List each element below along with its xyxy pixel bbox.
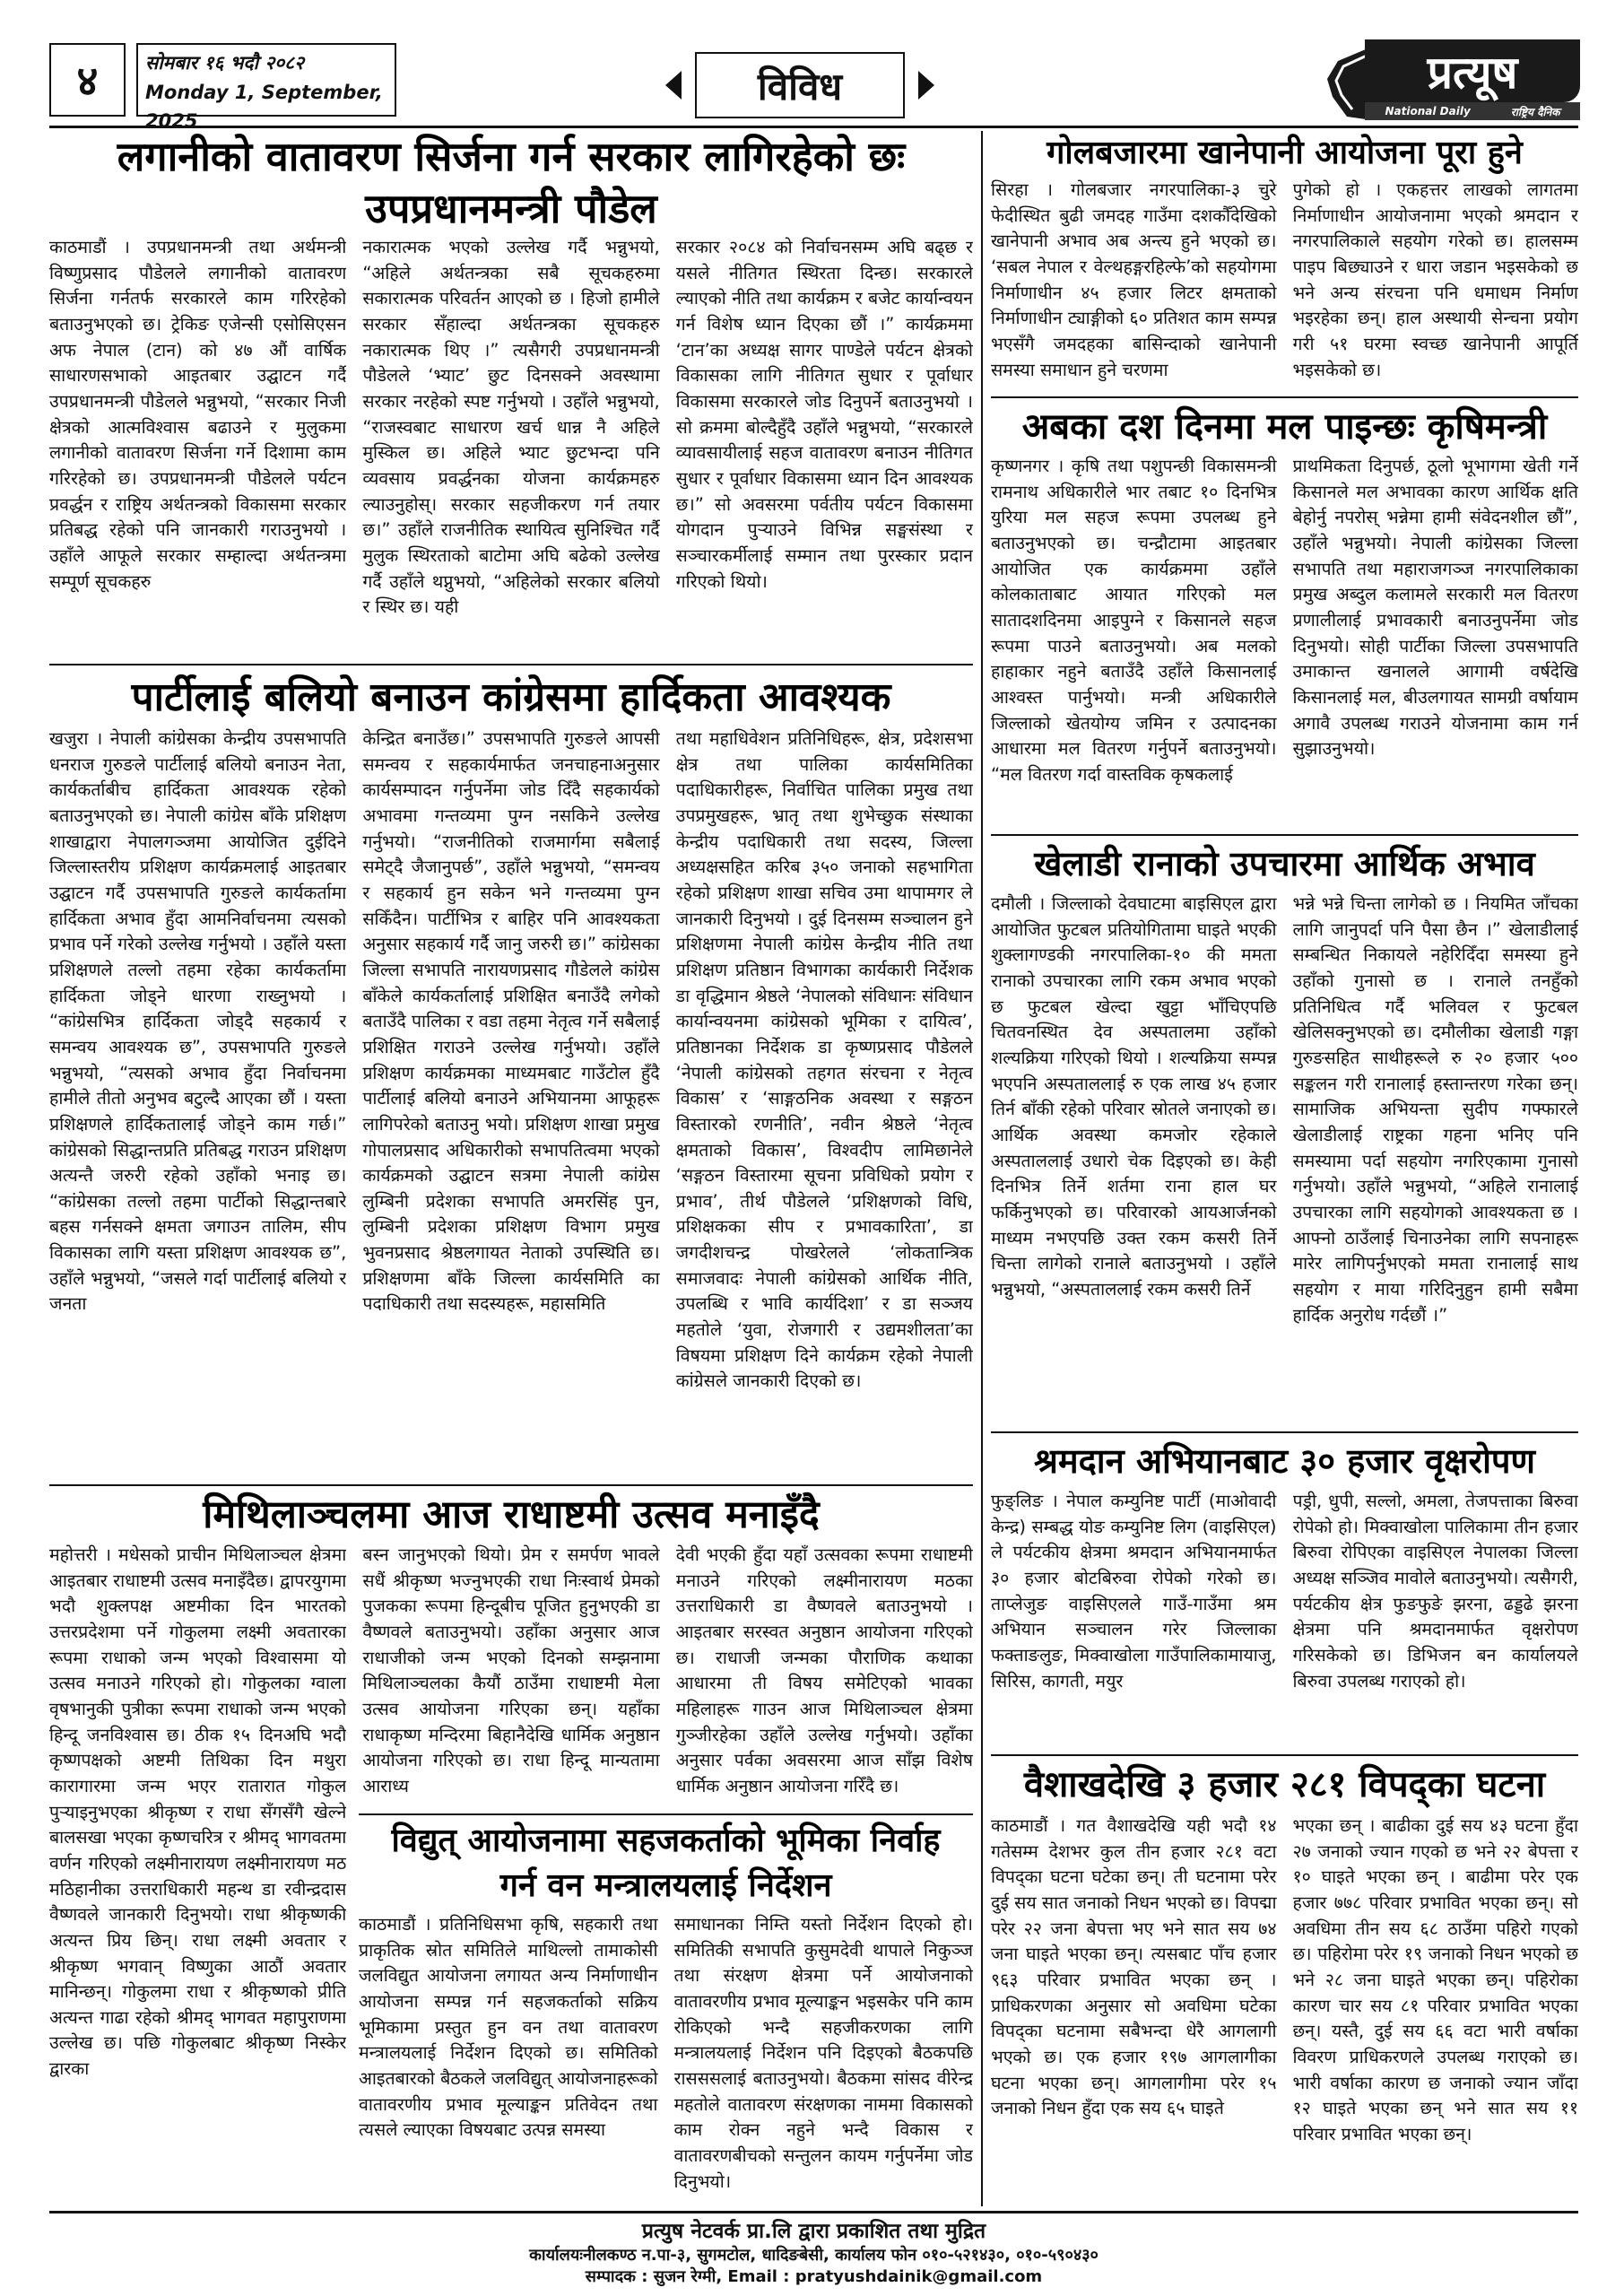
divider [991, 396, 1578, 398]
article-2-col-3: तथा महाधिवेशन प्रतिनिधिहरू, क्षेत्र, प्रदेशसभा क्षेत्र तथा पालिका कार्यसमितिका पदाधिकारीहरू, निर्वाचित पालिका प्रमुख तथा उपप्रमुखहरू, भ्रातृ तथा शुभेच्छुक संस्थाका केन्द्रीय पदाधिकारी तथा सदस्य, जिल्ला अध्यक्षसहित करिब ३५० जनाको सहभागिता रहेको प्रशिक्षण शाखा सचिव उमा थापामगर ले जानकारी दिनुभयो । दुई दिनसम्म सञ्चालन हुने प्रशिक्षणमा नेपाली कांग्रेस केन्द्रीय नीति तथा प्रशिक्षण प्रतिष्ठान विभागका कार्यकारी निर्देशक डा वृद्धिमान श्रेष्ठले ‘नेपालको संविधानः संविधान कार्यान्वयनमा कांग्रेसको भूमिका र दायित्व’, प्रतिष्ठानका निर्देशक डा कृष्णप्रसाद पौडेलले ‘नेपाली कांग्रेसको तहगत संरचना र नेतृत्व विकास’ र ‘साङ्गठनिक अवस्था र सङ्गठन विस्तारको रणनीति’, नवीन श्रेष्ठले ‘नेतृत्व क्षमताको विकास’, विश्वदीप लामिछानेले ‘सङ्गठन विस्तारमा सूचना प्रविधिको प्रयोग र प्रभाव’, तीर्थ पौडेलले ‘प्रशिक्षणको विधि, प्रशिक्षकका सीप र प्रभावकारिता’, डा जगदीशचन्द्र पोखरेलले ‘लोकतान्त्रिक समाजवादः नेपाली कांग्रेसको आर्थिक नीति, उपलब्धि र भावि कार्यदिशा’ र डा सञ्जय महतोले ‘युवा, रोजगारी र उद्यमशीलता’का विषयमा प्रशिक्षण दिने कार्यक्रम रहेको नेपाली कांग्रेसले जानकारी दिएको छ। [675, 728, 973, 1392]
masthead-logo [1320, 39, 1580, 120]
article-2-col-2: केन्द्रित बनाउँछ।” उपसभापति गुरुङले आपसी समन्वय र सहकार्यमार्फत जनचाहनाअनुसार कार्यसम्पादन गर्नुपर्नेमा जोड दिँदै सहकार्यको अभावमा गन्तव्यमा पुग्न नसकिने उल्लेख गर्नुभयो। “राजनीतिको राजमार्गमा सबैलाई समेट्दै जैजानुपर्छ”, उहाँले भन्नुभयो, “समन्वय र सहकार्य हुन सकेन भने गन्तव्यमा पुग्न सकिँदैन। पार्टीभित्र र बाहिर पनि आवश्यकता अनुसार सहकार्य गर्दै जानु जरुरी छ।” कांग्रेसका जिल्ला सभापति नारायणप्रसाद गौडेलले कांग्रेस बाँकेले कार्यकर्तालाई प्रशिक्षित बनाउँदै लगेको बताउँदै पालिका र वडा तहमा नेतृत्व गर्ने सबैलाई प्रशिक्षित गराउने उल्लेख गर्नुभयो। उहाँले प्रशिक्षण कार्यक्रमका माध्यमबाट गाउँटोल हुँदै पार्टीलाई बलियो बनाउने अभियानमा आफूहरू लागिपरेको बताउनु भयो। प्रशिक्षण शाखा प्रमुख गोपालप्रसाद अधिकारीको सभापतित्वमा भएको कार्यक्रमको उद्घाटन सत्रमा नेपाली कांग्रेस लुम्बिनी प्रदेशका सभापति अमरसिंह पुन, लुम्बिनी प्रदेशका प्रशिक्षण विभाग प्रमुख भुवनप्रसाद श्रेष्ठलगायत नेताको उपस्थिति छ। प्रशिक्षणमा बाँके जिल्ला कार्यसमिति का पदाधिकारी तथा सदस्यहरू, महासमिति [362, 728, 660, 1315]
imprint-footer [49, 2215, 1578, 2287]
footer-publisher: प्रत्युष नेटवर्क प्रा.लि द्वारा प्रकाशित तथा मुद्रित [641, 2220, 986, 2243]
article-2-body [49, 726, 973, 1480]
article-1-body [49, 235, 973, 657]
article-7-col-2: भन्ने भन्ने चिन्ता लागेको छ । नियमित जाँचका लागि जानुपर्दा पनि पैसा छैन ।” खेलाडीलाई सम्बन्धित निकायले नहेरिदिँदा समस्या हुने उहाँको गुनासो छ । रानाले तनहुँको प्रतिनिधित्व गर्दै भलिवल र फुटबल खेलिसक्नुभएको छ। दमौलीका खेलाडी गङ्गा गुरुङसहित साथीहरूले रु २० हजार ५०० सङ्कलन गरी रानालाई हस्तान्तरण गरेका छन्। सामाजिक अभियन्ता सुदीप गफ्फारले खेलाडीलाई राष्ट्रका गहना भनिए पनि समस्यामा पर्दा सहयोग नगरिएकामा गुनासो गर्नुभयो। उहाँले भन्नुभयो, “अहिले रानालाई उपचारका लागि सहयोगको आवश्यकता छ । आफ्नो ठाउँलाई चिनाउनेका लागि सपनाहरू मारेर लागिपर्नुभएको ममता रानालाई साथ सहयोग र माया गरिदिनुहुन हामी सबैमा हार्दिक अनुरोध गर्दछौं ।” [1292, 893, 1578, 1326]
article-4-headline: विद्युत् आयोजनामा सहजकर्ताको भूमिका निर्वाह [391, 1822, 941, 1859]
article-2-headline: पार्टीलाई बलियो बनाउन कांग्रेसमा हार्दिकता आवश्यक [131, 674, 891, 720]
article-9-body [991, 1813, 1578, 2204]
article-5-col-1: सिरहा । गोलबजार नगरपालिका-३ चुरे फेदीस्थित बुढी जमदह गाउँमा दशकौँदेखिको खानेपानी अभाव अब अन्त्य हुने भएको छ। ‘सबल नेपाल र वेल्थहङ्गरहिल्फे’को सहयोगमा निर्माणाधीन ४५ हजार लिटर क्षमताको निर्माणाधीन ट्याङ्गीको ६० प्रतिशत काम सम्पन्न भएसँगै जमदहका बासिन्दाको खानेपानी समस्या समाधान हुने चरणमा [991, 179, 1277, 380]
article-9-headline: वैशाखदेखि ३ हजार २८१ विपद्का घटना [1023, 1764, 1546, 1805]
article-5-body [991, 178, 1578, 393]
article-3-col-3: देवी भएकी हुँदा यहाँ उत्सवका रूपमा राधाष्टमी मनाउने गरिएको लक्ष्मीनारायण मठका उत्तराधिकारी डा वैष्णवले बताउनुभयो । आइतबार सरस्वत अनुष्ठान आयोजना गरिएको छ। राधाजी जन्मका पौराणिक कथाका आधारमा ती विषय समेटिएको भावका महिलाहरू गाउन आज मिथिलाञ्चल क्षेत्रमा गुञ्जीरहेका उहाँले उल्लेख गर्नुभयो। उहाँका अनुसार पर्वका अवसरमा आज साँझ विशेष धार्मिक अनुष्ठान आयोजना गरिँदै छ। [675, 1544, 973, 1796]
article-1-headline-2: उपप्रधानमन्त्री पौडेल [365, 185, 657, 232]
footer-editor: सम्पादक : सुजन रेग्मी, Email : pratyushdainik@gmail.com [585, 2267, 1043, 2286]
article-4-col-2: समाधानका निम्ति यस्तो निर्देशन दिएको हो। समितिकी सभापति कुसुमदेवी थापाले निकुञ्ज तथा संरक्षण क्षेत्रमा पर्ने आयोजनाको वातावरणीय प्रभाव मूल्याङ्कन भइसकेर पनि काम रोकिएको भन्दै सहजीकरणका लागि मन्त्रालयलाई निर्देशन पनि दिइएको बैठकपछि रासससलाई बताउनुभयो। बैठकमा सांसद वीरेन्द्र महतोले वातावरण संरक्षणका नाममा विकासको काम रोक्न नहुने भन्दै विकास र वातावरणबीचको सन्तुलन कायम गर्नुपर्नेमा जोड दिनुभयो। [673, 1914, 973, 2192]
article-7-headline: खेलाडी रानाको उपचारमा आर्थिक अभाव [1034, 844, 1535, 883]
article-8-col-1: फुङ्लिङ । नेपाल कम्युनिष्ट पार्टी (माओवादी केन्द्र) सम्बद्ध योङ कम्युनिष्ट लिग (वाइसिएल) ले पर्यटकीय क्षेत्रमा श्रमदान अभियानमार्फत ३० हजार बोटबिरुवा रोपेको गरेको छ। ताप्लेजुङ वाइसिएलले गाउँ-गाउँमा श्रम अभियान सञ्चालन गरेर जिल्लाका फक्ताङलुङ, मिक्वाखोला गाउँपालिकामायाजु, सिरिस, कागती, मयुर [991, 1491, 1277, 1692]
divider [49, 1484, 973, 1486]
arrow-left-icon [665, 71, 682, 100]
article-4-col-1: काठमाडौं । प्रतिनिधिसभा कृषि, सहकारी तथा प्राकृतिक स्रोत समितिले माथिल्लो तामाकोसी जलविद्युत आयोजना लगायत अन्य निर्माणाधीन आयोजना सम्पन्न गर्न सहजकर्ताको सक्रिय भूमिकामा प्रस्तुत हुन वन तथा वातावरण मन्त्रालयलाई निर्देशन दिएको छ। समितिको आइतबारको बैठकले जलविद्युत् आयोजनाहरूको वातावरणीय प्रभाव मूल्याङ्कन प्रतिवेदन तथा त्यसले ल्याएका विषयबाट उत्पन्न समस्या [359, 1914, 658, 2141]
divider [359, 1813, 973, 1815]
article-9-col-2: भएका छन् । बाढीका दुई सय ४३ घटना हुँदा २७ जनाको ज्यान गएको छ भने २२ बेपत्ता र १० घाइते भएका छन् । बाढीमा परेर एक हजार ७७८ परिवार प्रभावित भएका छन्। सो अवधिमा तीन सय ६८ ठाउँमा पहिरो गएको छ। पहिरोमा परेर १९ जनाको निधन भएको छ भने २८ जना घाइते भएका छन्। पहिरोका कारण चार सय ८१ परिवार प्रभावित भएका छन्। यस्तै, दुई सय ६६ वटा भारी वर्षाका विवरण प्राधिकरणले उपलब्ध गराएको छ। भारी वर्षाका कारण छ जनाको ज्यान जाँदा १२ घाइते भएका छन् भने सात सय ११ परिवार प्रभावित भएका छन्। [1292, 1815, 1578, 2144]
footer-rule [49, 2211, 1578, 2213]
section-title: विविध [695, 52, 905, 118]
column-divider [981, 131, 983, 2206]
divider [991, 834, 1578, 836]
article-7-col-1: दमौली । जिल्लाको देवघाटमा बाइसिएल द्वारा आयोजित फुटबल प्रतियोगितामा घाइते भएकी शुक्लागण्डकी नगरपालिका-१० की ममता रानाको उपचारका लागि रकम अभाव भएको छ फुटबल खेल्दा खुट्टा भाँचिएपछि चितवनस्थित देव अस्पतालमा उहाँको शल्यक्रिया गरिएको थियो । शल्यक्रिया सम्पन्न भएपनि अस्पताललाई रु एक लाख ४५ हजार तिर्न बाँकी रहेको परिवार स्रोतले जनाएको छ। आर्थिक अवस्था कमजोर रहेकाले अस्पताललाई उधारो चेक दिइएको छ। केही दिनभित्र तिर्ने शर्तमा राना हाल घर फर्किनुभएको छ। परिवारको आयआर्जनको माध्यम नभएपछि उक्त रकम कसरी तिर्ने चिन्ता लागेको रानाले बताउनुभयो । उहाँले भन्नुभयो, “अस्पताललाई रकम कसरी तिर्ने [991, 893, 1277, 1300]
logo-subtitle [1365, 102, 1580, 120]
article-5-col-2: पुगेको हो । एकहत्तर लाखको लागतमा निर्माणाधीन आयोजनामा भएको श्रमदान र नगरपालिकाले सहयोग गरेको छ। हालसम्म पाइप बिछ्याउने र धारा जडान भइसकेको छ भने अन्य संरचना पनि धमाधम निर्माण भइरहेका छन्। हाल अस्थायी सेन्चना प्रयोग गरी ५१ घरमा स्वच्छ खानेपानी आपूर्ति भइसकेको छ। [1292, 179, 1578, 380]
article-9-col-1: काठमाडौं । गत वैशाखदेखि यही भदौ १४ गतेसम्म देशभर कुल तीन हजार २८१ वटा विपद्का घटना घटेका छन्। ती घटनामा परेर दुई सय सात जनाको निधन भएको छ। विपद्मा परेर २२ जना बेपत्ता भए भने सात सय ७४ जना घाइते भएका छन्। त्यसबाट पाँच हजार ९६३ परिवार प्रभावित भएका छन् । प्राधिकरणका अनुसार सो अवधिमा घटेका विपद्का घटनामा सबैभन्दा धेरै आगलागी भएको छ। एक हजार १९७ आगलागीका घटना भएका छन्। आगलागीमा परेर १५ जनाको निधन हुँदा एक सय ६५ घाइते [991, 1815, 1277, 2119]
article-4-headline-2: गर्न वन मन्त्रालयलाई निर्देशन [499, 1867, 832, 1904]
divider [991, 1431, 1578, 1433]
date-nepali: सोमबार १६ भदौ २०८२ [145, 52, 305, 74]
article-8-headline: श्रमदान अभियानबाट ३० हजार वृक्षरोपण [1033, 1441, 1535, 1481]
article-1-col-3: सरकार २०८४ को निर्वाचनसम्म अघि बढ्छ र यसले नीतिगत स्थिरता दिन्छ। सरकारले ल्याएको नीति तथा कार्यक्रम र बजेट कार्यान्वयन गर्न विशेष ध्यान दिएका छौं ।” कार्यक्रममा ‘टान’का अध्यक्ष सागर पाण्डेले पर्यटन क्षेत्रको विकासका लागि नीतिगत सुधार र पूर्वाधार विकासमा सरकारले जोड दिनुपर्ने बताउनुभयो । सो क्रममा बोल्दैहुँदै उहाँले भन्नुभयो, “सरकारले व्यावसायीलाई सहज वातावरण बनाउन नीतिगत सुधार र पूर्वाधार विकासमा ध्यान दिन आवश्यक छ।” सो अवसरमा पर्वतीय पर्यटन विकासमा योगदान पुऱ्याउने विभिन्न सङ्घसंस्था र सञ्चारकर्मीलाई सम्मान तथा पुरस्कार प्रदान गरिएको थियो। [675, 237, 973, 592]
article-3-col-1: महोत्तरी । मधेसको प्राचीन मिथिलाञ्चल क्षेत्रमा आइतबार राधाष्टमी उत्सव मनाइँदैछ। द्वापरयुगमा भदौ शुक्लपक्ष अष्टमीका दिन भारतको उत्तरप्रदेशमा पर्ने गोकुलमा लक्ष्मी अवतारका रूपमा राधाको जन्म भएको विश्वासमा यो उत्सव मनाउने गरिएको हो। गोकुलका ग्वाला वृषभानुकी पुत्रीका रूपमा राधाको जन्म भएको हिन्दू जनविश्वास छ। ठीक १५ दिनअघि भदौ कृष्णपक्षको अष्टमी तिथिका दिन मथुरा कारागारमा जन्म भएर रातारात गोकुल पुऱ्याइनुभएका श्रीकृष्ण र राधा सँगसँगै खेल्ने बालसखा भएका कृष्णचरित्र र श्रीमद् भागवतमा वर्णन गरिएको लक्ष्मीनारायण लक्ष्मीनारायण मठ मठिहानीका उत्तराधिकारी महन्थ डा रवीन्द्रदास वैष्णवले जानकारी दिनुभयो। राधा श्रीकृष्णकी अत्यन्त प्रिय छिन्। राधा लक्ष्मी अवतार र श्रीकृष्ण भगवान् विष्णुका आठौं अवतार मानिन्छन्। गोकुलमा राधा र श्रीकृष्णको प्रीति अत्यन्त गाढा रहेको श्रीमद् भागवत महापुराणमा उल्लेख छ। पछि गोकुलबाट श्रीकृष्ण निस्केर द्वारका [49, 1544, 347, 2080]
date-english: Monday 1, September, 2025 [145, 81, 383, 133]
article-8-body [991, 1489, 1578, 1749]
article-8-col-2: पड्री, धुपी, सल्लो, अमला, तेजपत्ताका बिरुवा रोपेको हो। मिक्वाखोला पालिकामा तीन हजार बिरुवा रोपिएका वाइसिएल नेपालका जिल्ला अध्यक्ष सञ्जिव मावोले बताउनुभयो। त्यसैगरी, पर्यटकीय क्षेत्र फुङफुङे झरना, ढड्डढे झरना क्षेत्रमा पनि श्रमदानमार्फत वृक्षरोपण गरिसकेको छ। डिभिजन बन कार्यालयले बिरुवा उपलब्ध गराएको हो। [1292, 1491, 1578, 1692]
logo-text: प्रत्यूष [1365, 39, 1580, 102]
divider [49, 664, 973, 665]
article-1-col-1: काठमाडौं । उपप्रधानमन्त्री तथा अर्थमन्त्री विष्णुप्रसाद पौडेलले लगानीको वातावरण सिर्जना गर्नतर्फ सरकारले काम गरिरहेको बताउनुभएको छ। ट्रेकिङ एजेन्सी एसोसिएसन अफ नेपाल (टान) को ४७ औं वार्षिक साधारणसभाको आइतबार उद्घाटन गर्दै उपप्रधानमन्त्री पौडेलले भन्नुभयो, “सरकार निजी क्षेत्रको आत्मविश्वास बढाउने र मुलुकमा लगानीको वातावरण सिर्जना गर्ने दिशामा काम गरिरहेको छ। उपप्रधानमन्त्री पौडेलले पर्यटन प्रवर्द्धन र राष्ट्रिय अर्थतन्त्रको विकासमा सरकार प्रतिबद्ध रहेको पनि जानकारी गराउनुभयो । उहाँले आफूले सरकार सम्हाल्दा अर्थतन्त्रमा सम्पूर्ण सूचकहरु [49, 237, 347, 592]
date-box [136, 43, 396, 133]
page-number: ४ [49, 43, 126, 117]
footer-address: कार्यालयःनीलकण्ठ न.पा-३, सुगमटोल, धादिङबेसी, कार्यालय फोन ०१०-५२१४३०, ०१०-५९०४३० [529, 2246, 1099, 2265]
arrow-right-icon [918, 71, 934, 100]
article-6-body [991, 454, 1578, 829]
header-rule [49, 126, 1578, 128]
article-6-col-1: कृष्णनगर । कृषि तथा पशुपन्छी विकासमन्त्री रामनाथ अधिकारीले भार तबाट १० दिनभित्र युरिया मल सहज रूपमा उपलब्ध हुने बताउनुभएको छ। चन्द्रौटामा आइतबार आयोजित एक कार्यक्रममा उहाँले कोलकाताबाट आयात गरिएको मल सातादशदिनमा आइपुग्ने र किसानले सहज रूपमा पाउने बताउनुभयो। अब मलको हाहाकार नहुने बताउँदै उहाँले किसानलाई आश्वस्त पार्नुभयो। मन्त्री अधिकारीले जिल्लाको खेतयोग्य जमिन र उत्पादनका आधारमा मल वितरण गर्नुपर्ने बताउनुभयो। “मल वितरण गर्दा वास्तविक कृषकलाई [991, 456, 1277, 785]
article-3-col-2: बस्न जानुभएको थियो। प्रेम र समर्पण भावले सधैं श्रीकृष्ण भज्नुभएकी राधा निःस्वार्थ प्रेमको पुजकका रूपमा हिन्दूबीच पूजित हुनुभएकी डा वैष्णवले बताउनुभयो। उहाँका अनुसार आज राधाजीको जन्म भएको दिनको सम्झनामा मिथिलाञ्चलका कैयौं ठाउँमा राधाष्टमी मेला उत्सव आयोजना गरिएका छन्। यहाँका राधाकृष्ण मन्दिरमा बिहानैदेखि धार्मिक अनुष्ठान आयोजना गरिएको छ। राधा हिन्दू मान्यतामा आराध्य [362, 1544, 660, 1796]
article-6-headline: अबका दश दिनमा मल पाइन्छः कृषिमन्त्री [1021, 406, 1548, 448]
section-header [665, 52, 934, 118]
article-6-col-2: प्राथमिकता दिनुपर्छ, ठूलो भूभागमा खेती गर्ने किसानले मल अभावका कारण आर्थिक क्षति बेहोर्नु नपरोस् भन्नेमा हामी संवेदनशील छौं”, उहाँले भन्नुभयो। नेपाली कांग्रेसका जिल्ला सभापति तथा महाराजगञ्ज नगरपालिकाका प्रमुख अब्दुल कलामले सरकारी मल वितरण प्रणालीलाई प्रभावकारी बनाउनुपर्नेमा जोड दिनुभयो। सोही पार्टीका जिल्ला उपसभापति उमाकान्त खनालले आगामी वर्षदेखि किसानलाई मल, बीउलगायत सामग्री वर्षायाम अगावै उपलब्ध गराउने योजनामा काम गर्न सुझाउनुभयो। [1292, 456, 1578, 760]
article-7-body [991, 891, 1578, 1426]
divider [991, 1754, 1578, 1756]
article-1-col-2: नकारात्मक भएको उल्लेख गर्दै भन्नुभयो, “अहिले अर्थतन्त्रका सबै सूचकहरुमा सकारात्मक परिवर्तन आएको छ । हिजो हामीले सरकार सँहाल्दा अर्थतन्त्रका सूचकहरु नकारात्मक थिए ।” त्यसैगरी उपप्रधानमन्त्री पौडेलले ‘भ्याट’ छुट दिनसक्ने अवस्थामा सरकार नरहेको स्पष्ट गर्नुभयो । उहाँले भन्नुभयो, “राजस्वबाट साधारण खर्च धान्न नै अहिले मुस्किल छ। अहिले भ्याट छुटभन्दा पनि व्यवसाय प्रवर्द्धनका योजना कार्यक्रमहरु ल्याउनुहोस्। सरकार सहजीकरण गर्न तयार छ।” उहाँले राजनीतिक स्थायित्व सुनिश्चित गर्दै मुलुक स्थिरताको बाटोमा अघि बढेको उल्लेख गर्दै उहाँले थप्नुभयो, “अहिलेको सरकार बलियो र स्थिर छ। यही [362, 237, 660, 618]
logo-sub-left: National Daily [1385, 105, 1471, 117]
article-5-headline: गोलबजारमा खानेपानी आयोजना पूरा हुने [1046, 135, 1523, 171]
article-2-col-1: खजुरा । नेपाली कांग्रेसका केन्द्रीय उपसभापति धनराज गुरुङले पार्टीलाई बलियो बनाउन नेता, कार्यकर्ताबीच हार्दिकता आवश्यक रहेको बताउनुभएको छ। नेपाली कांग्रेस बाँके प्रशिक्षण शाखाद्वारा नेपालगञ्जमा आयोजित दुईदिने जिल्लास्तरीय प्रशिक्षण कार्यक्रमलाई आइतबार उद्घाटन गर्दै उपसभापति गुरुङले कार्यकर्तामा हार्दिकता अभाव हुँदा आमनिर्वाचनमा त्यसको प्रभाव पर्ने गरेको उल्लेख गर्नुभयो । उहाँले यस्ता प्रशिक्षणले तल्लो तहमा रहेका कार्यकर्तामा हार्दिकता जोड्ने धारणा राख्नुभयो । “कांग्रेसभित्र हार्दिकता जोड्दै सहकार्य र समन्वय आवश्यक छ”, उपसभापति गुरुङले भन्नुभयो, “त्यसको अभाव हुँदा निर्वाचनमा हामीले तीतो अनुभव बटुल्दै आएका छौं । यस्ता प्रशिक्षणले हार्दिकतालाई जोड्ने काम गर्छ।” कांग्रेसको सिद्धान्तप्रति प्रतिबद्ध गराउन प्रशिक्षण अत्यन्तै जरुरी रहेको उहाँको भनाइ छ। “कांग्रेसका तल्लो तहमा पार्टीको सिद्धान्तबारे बहस गर्नसक्ने क्षमता जगाउन तालिम, सीप विकासका लागि यस्ता प्रशिक्षण आवश्यक छ”, उहाँले भन्नुभयो, “जसले गर्दा पार्टीलाई बलियो र जनता [49, 728, 347, 1315]
article-3-headline: मिथिलाञ्चलमा आज राधाष्टमी उत्सव मनाइँदै [203, 1492, 820, 1537]
logo-sub-right: राष्ट्रिय दैनिक [1510, 105, 1560, 118]
article-1-headline: लगानीको वातावरण सिर्जना गर्न सरकार लागिरहेको छः [117, 133, 906, 180]
article-4-body [359, 1912, 973, 2204]
